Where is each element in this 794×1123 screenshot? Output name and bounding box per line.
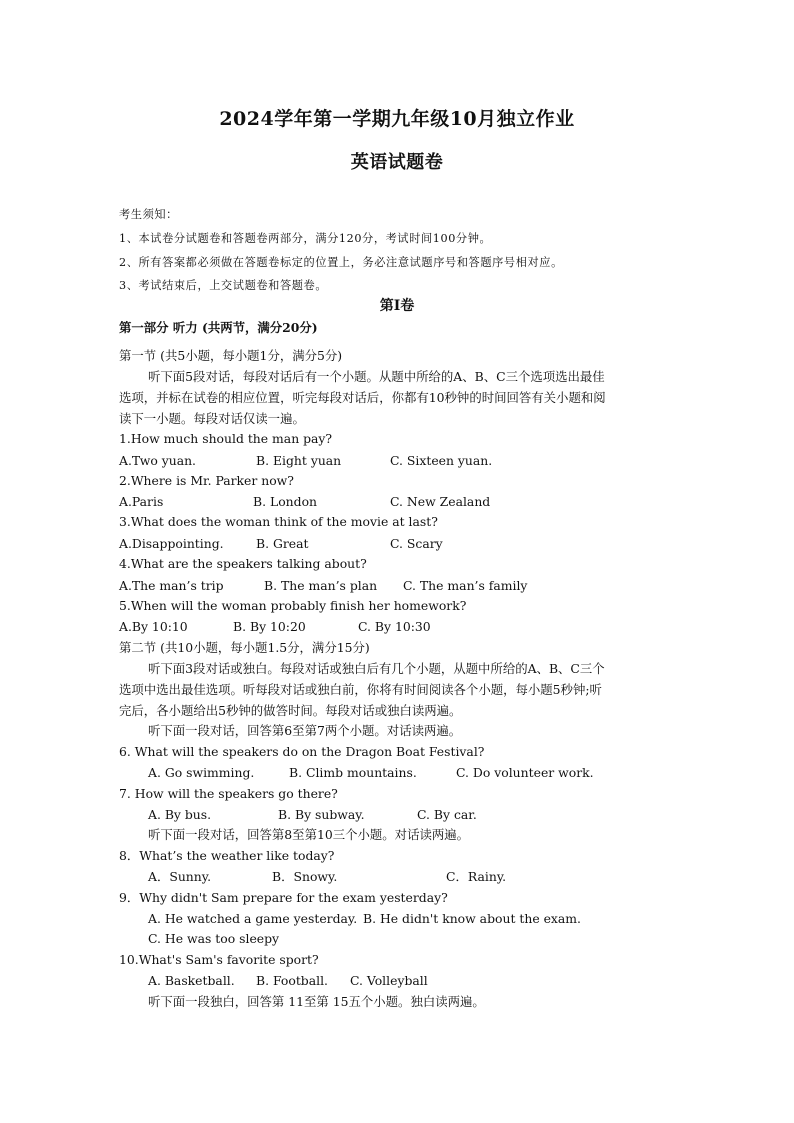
volume-heading: 第Ⅰ卷 [379,298,415,314]
option-a: A.Paris [119,494,164,509]
question: 6. What will the speakers do on the Dragon Boat Festival? [119,744,485,759]
question: 7. How will the speakers go there? [119,786,338,801]
question: 3.What does the woman think of the movie at last? [119,514,438,529]
option-c: C．Rainy. [446,869,507,884]
question: 2.Where is Mr. Parker now? [119,473,294,488]
option-b: B. He didn't know about the exam. [363,911,581,926]
option-a: A. Go swimming. [148,765,255,780]
option-c: C. Volleyball [350,973,428,988]
option-a: A. Basketball. [148,973,235,988]
dialog-instruction: 听下面一段对话，回答第8至第10三个小题。对话读两遍。 [148,827,470,842]
instruction-line: 选项，并标在试卷的相应位置，听完每段对话后，你都有10秒钟的时间回答有关小题和阅 [119,390,606,405]
section-heading: 第二节 (共10小题，每小题1.5分，满分15分) [119,640,370,655]
question: 5.When will the woman probably finish her homework? [119,598,467,613]
option-b: B. By subway. [278,807,365,822]
option-a: A．Sunny. [148,869,212,884]
notice-item: 2、所有答案都必须做在答题卷标定的位置上，务必注意试题序号和答题序号相对应。 [119,256,563,269]
exam-subtitle: 英语试题卷 [350,152,444,173]
option-b: B. By 10:20 [233,619,306,634]
option-b: B. Climb mountains. [289,765,417,780]
option-c: C. Do volunteer work. [456,765,594,780]
option-c: C. Scary [390,536,443,551]
instruction-line: 听下面5段对话，每段对话后有一个小题。从题中所给的A、B、C三个选项选出最佳 [148,369,605,384]
notice-item: 3、考试结束后，上交试题卷和答题卷。 [119,279,328,292]
option-b: B. Eight yuan [256,453,342,468]
section-heading: 第一节 (共5小题，每小题1分，满分5分) [119,348,343,363]
option-c: C. The man’s family [403,578,528,593]
question: 10.What's Sam's favorite sport? [119,952,319,967]
option-b: B．Snowy. [272,869,338,884]
question: 9．Why didn't Sam prepare for the exam yesterday? [119,890,448,905]
exam-title: 2024学年第一学期九年级10月独立作业 [219,108,575,130]
option-b: B. Great [256,536,309,551]
option-b: B. London [253,494,318,509]
option-c: C. Sixteen yuan. [390,453,493,468]
option-a: A.The man’s trip [119,578,224,593]
dialog-instruction: 听下面一段对话，回答第6至第7两个小题。对话读两遍。 [148,723,462,738]
instruction-line: 选项中选出最佳选项。听每段对话或独白前，你将有时间阅读各个小题，每小题5秒钟;听 [119,682,602,697]
part-heading: 第一部分 听力 (共两节，满分20分) [119,320,318,335]
option-a: A.By 10:10 [119,619,188,634]
option-b: B. The man’s plan [264,578,378,593]
instruction-line: 读下一小题。每段对话仅读一遍。 [119,411,305,426]
instruction-line: 听下面3段对话或独白。每段对话或独白后有几个小题，从题中所给的A、B、C三个 [148,661,605,676]
option-a: A.Two yuan. [119,453,196,468]
option-c: C. He was too sleepy [148,931,280,946]
question: 1.How much should the man pay? [119,431,333,446]
question: 8．What’s the weather like today? [119,848,335,863]
option-b: B. Football. [256,973,328,988]
notice-item: 1、本试卷分试题卷和答题卷两部分，满分120分，考试时间100分钟。 [119,232,492,245]
option-a: A.Disappointing. [119,536,224,551]
option-c: C. By car. [417,807,477,822]
monologue-instruction: 听下面一段独白，回答第 11至第 15五个小题。独白读两遍。 [148,994,485,1009]
question: 4.What are the speakers talking about? [119,556,367,571]
option-a: A. By bus. [148,807,212,822]
option-a: A. He watched a game yesterday. [148,911,358,926]
instruction-line: 完后，各小题给出5秒钟的做答时间。每段对话或独白读两遍。 [119,703,462,718]
option-c: C. New Zealand [390,494,491,509]
option-c: C. By 10:30 [358,619,431,634]
notice-heading: 考生须知： [119,208,178,221]
